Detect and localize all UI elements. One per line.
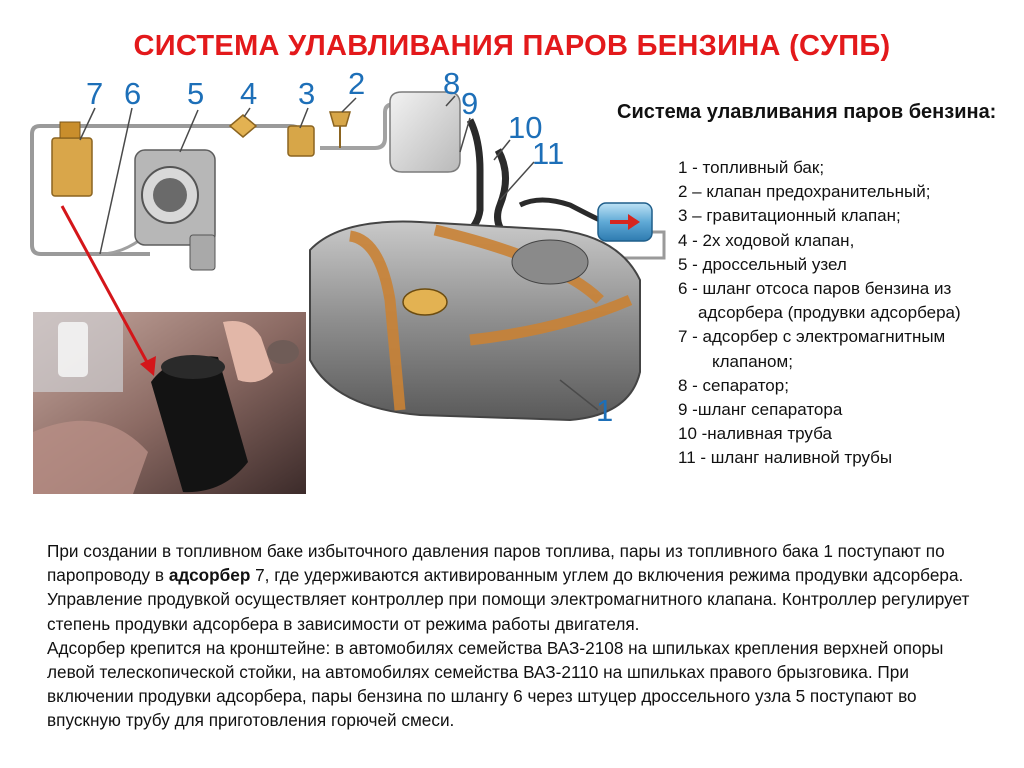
legend-item: клапаном; <box>712 351 793 371</box>
legend-item: 5 - дроссельный узел <box>678 254 847 274</box>
legend-item: 2 – клапан предохранительный; <box>678 182 931 202</box>
paragraph-1-before: При создании в топливном баке избыточного давления паров топлива, пары из топливного бака 1 поступают по паропроводу в <box>47 541 945 586</box>
legend-item: 8 - сепаратор; <box>678 375 789 395</box>
paragraph-1-after: 7, где удерживаются активированным углем до включения режима продувки адсорбера. Управление продувкой осуществляет контроллер при помощи электромагнитного клапана. Контроллер регулирует степень продувки адсорбера в зависимости от режима работы двигателя. <box>47 565 970 634</box>
page-title: СИСТЕМА УЛАВЛИВАНИЯ ПАРОВ БЕНЗИНА (СУПБ) <box>133 30 891 62</box>
legend-item: 1 - топливный бак; <box>678 158 825 177</box>
callout-5: 5 <box>187 76 205 111</box>
callout-10: 10 <box>508 110 543 145</box>
paragraph-2: Адсорбер крепится на кронштейне: в автомобилях семейства ВАЗ-2108 на шпильках крепления верхней опоры левой телескопической стойки, на автомобилях семейства ВАЗ-2110 на шпильках правого брызговика. При включении продувки адсорбера, пары бензина по шлангу 6 через штуцер дроссельного узла 5 поступают во впускную трубу для приготовления горючей смеси. <box>47 637 944 731</box>
callout-8: 8 <box>443 66 461 101</box>
callout-7: 7 <box>86 76 104 111</box>
legend-item: 11 - шланг наливной трубы <box>678 448 893 468</box>
callout-6: 6 <box>124 76 142 111</box>
legend-item: 3 – гравитационный клапан; <box>678 206 901 226</box>
callout-2: 2 <box>348 66 366 101</box>
paragraph-1-bold: адсорбер <box>168 565 251 586</box>
callout-1: 1 <box>596 393 614 428</box>
legend-list <box>678 156 961 471</box>
legend-item: 4 - 2х ходовой клапан, <box>678 230 855 250</box>
legend-item: 7 - адсорбер с электромагнитным <box>678 327 946 347</box>
callout-4: 4 <box>240 76 258 111</box>
legend-item: 9 -шланг сепаратора <box>678 400 843 420</box>
legend-title: Система улавливания паров бензина: <box>617 101 997 123</box>
legend-item: адсорбера (продувки адсорбера) <box>698 303 961 323</box>
callout-11: 11 <box>532 136 565 171</box>
legend-item: 6 - шланг отсоса паров бензина из <box>678 279 952 299</box>
description-text <box>30 539 980 733</box>
legend-item: 10 -наливная труба <box>678 424 832 444</box>
paragraph-1 <box>30 539 980 636</box>
callout-3: 3 <box>298 76 316 111</box>
callout-9: 9 <box>461 86 479 121</box>
